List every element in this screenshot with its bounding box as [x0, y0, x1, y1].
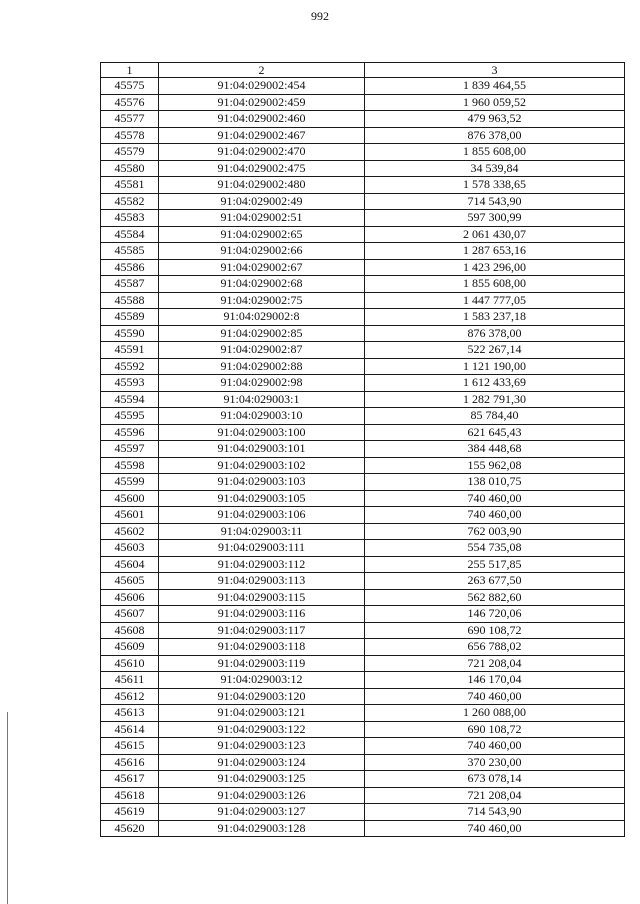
row-number-cell: 45604	[101, 556, 159, 573]
cadastral-number-cell: 91:04:029003:124	[159, 754, 365, 771]
cadastral-number-cell: 91:04:029003:1	[159, 391, 365, 408]
row-number-cell: 45581	[101, 177, 159, 194]
table-row	[101, 342, 625, 359]
cadastral-number-cell: 91:04:029003:11	[159, 523, 365, 540]
value-cell: 255 517,85	[365, 556, 625, 573]
table-row	[101, 111, 625, 128]
table-row	[101, 771, 625, 788]
row-number-cell: 45583	[101, 210, 159, 227]
value-cell: 1 612 433,69	[365, 375, 625, 392]
cadastral-number-cell: 91:04:029003:105	[159, 490, 365, 507]
cadastral-number-cell: 91:04:029003:118	[159, 639, 365, 656]
value-cell: 1 423 296,00	[365, 259, 625, 276]
cadastral-number-cell: 91:04:029003:127	[159, 804, 365, 821]
cadastral-number-cell: 91:04:029002:65	[159, 226, 365, 243]
cadastral-number-cell: 91:04:029003:123	[159, 738, 365, 755]
value-cell: 721 208,04	[365, 655, 625, 672]
cadastral-number-cell: 91:04:029003:119	[159, 655, 365, 672]
row-number-cell: 45617	[101, 771, 159, 788]
cadastral-number-cell: 91:04:029002:459	[159, 94, 365, 111]
register-table	[100, 62, 625, 837]
table-row	[101, 226, 625, 243]
cadastral-number-cell: 91:04:029002:475	[159, 160, 365, 177]
table-row	[101, 639, 625, 656]
table-row	[101, 358, 625, 375]
value-cell: 479 963,52	[365, 111, 625, 128]
table-row	[101, 408, 625, 425]
cadastral-number-cell: 91:04:029003:102	[159, 457, 365, 474]
value-cell: 1 260 088,00	[365, 705, 625, 722]
row-number-cell: 45596	[101, 424, 159, 441]
table-row	[101, 589, 625, 606]
row-number-cell: 45602	[101, 523, 159, 540]
cadastral-number-cell: 91:04:029003:116	[159, 606, 365, 623]
page-number: 992	[311, 9, 329, 23]
cadastral-number-cell: 91:04:029002:8	[159, 309, 365, 326]
value-cell: 1 447 777,05	[365, 292, 625, 309]
table-row	[101, 721, 625, 738]
table-row	[101, 540, 625, 557]
row-number-cell: 45593	[101, 375, 159, 392]
table-row	[101, 391, 625, 408]
row-number-cell: 45619	[101, 804, 159, 821]
value-cell: 673 078,14	[365, 771, 625, 788]
table-row	[101, 94, 625, 111]
cadastral-number-cell: 91:04:029003:122	[159, 721, 365, 738]
value-cell: 690 108,72	[365, 622, 625, 639]
table-row	[101, 490, 625, 507]
table-row	[101, 672, 625, 689]
row-number-cell: 45585	[101, 243, 159, 260]
cadastral-number-cell: 91:04:029003:125	[159, 771, 365, 788]
row-number-cell: 45607	[101, 606, 159, 623]
row-number-cell: 45612	[101, 688, 159, 705]
table-row	[101, 193, 625, 210]
table-row	[101, 127, 625, 144]
row-number-cell: 45599	[101, 474, 159, 491]
cadastral-number-cell: 91:04:029002:66	[159, 243, 365, 260]
table-row	[101, 325, 625, 342]
table-row	[101, 606, 625, 623]
value-cell: 263 677,50	[365, 573, 625, 590]
cadastral-number-cell: 91:04:029003:101	[159, 441, 365, 458]
table-row	[101, 276, 625, 293]
table-row	[101, 556, 625, 573]
row-number-cell: 45594	[101, 391, 159, 408]
table-row	[101, 688, 625, 705]
row-number-cell: 45580	[101, 160, 159, 177]
row-number-cell: 45590	[101, 325, 159, 342]
row-number-cell: 45577	[101, 111, 159, 128]
value-cell: 554 735,08	[365, 540, 625, 557]
value-cell: 1 855 608,00	[365, 276, 625, 293]
cadastral-number-cell: 91:04:029003:111	[159, 540, 365, 557]
row-number-cell: 45584	[101, 226, 159, 243]
value-cell: 740 460,00	[365, 820, 625, 837]
table-row	[101, 309, 625, 326]
value-cell: 714 543,90	[365, 804, 625, 821]
value-cell: 740 460,00	[365, 507, 625, 524]
cadastral-number-cell: 91:04:029002:98	[159, 375, 365, 392]
cadastral-number-cell: 91:04:029003:100	[159, 424, 365, 441]
table-row	[101, 457, 625, 474]
row-number-cell: 45591	[101, 342, 159, 359]
table-row	[101, 210, 625, 227]
value-cell: 721 208,04	[365, 787, 625, 804]
value-cell: 690 108,72	[365, 721, 625, 738]
value-cell: 384 448,68	[365, 441, 625, 458]
value-cell: 370 230,00	[365, 754, 625, 771]
table-row	[101, 259, 625, 276]
cadastral-number-cell: 91:04:029002:460	[159, 111, 365, 128]
value-cell: 597 300,99	[365, 210, 625, 227]
table-row	[101, 754, 625, 771]
row-number-cell: 45595	[101, 408, 159, 425]
table-row	[101, 820, 625, 837]
value-cell: 1 287 653,16	[365, 243, 625, 260]
cadastral-number-cell: 91:04:029002:470	[159, 144, 365, 161]
row-number-cell: 45605	[101, 573, 159, 590]
table-row	[101, 375, 625, 392]
row-number-cell: 45616	[101, 754, 159, 771]
column-header-2: 2	[159, 63, 365, 78]
cadastral-number-cell: 91:04:029003:120	[159, 688, 365, 705]
row-number-cell: 45575	[101, 78, 159, 95]
table-row	[101, 523, 625, 540]
cadastral-number-cell: 91:04:029002:88	[159, 358, 365, 375]
row-number-cell: 45582	[101, 193, 159, 210]
column-header-3: 3	[365, 63, 625, 78]
value-cell: 1 583 237,18	[365, 309, 625, 326]
cadastral-number-cell: 91:04:029002:49	[159, 193, 365, 210]
cadastral-number-cell: 91:04:029002:454	[159, 78, 365, 95]
value-cell: 740 460,00	[365, 688, 625, 705]
cadastral-number-cell: 91:04:029002:75	[159, 292, 365, 309]
row-number-cell: 45578	[101, 127, 159, 144]
row-number-cell: 45614	[101, 721, 159, 738]
row-number-cell: 45588	[101, 292, 159, 309]
value-cell: 876 378,00	[365, 127, 625, 144]
cadastral-number-cell: 91:04:029003:126	[159, 787, 365, 804]
row-number-cell: 45587	[101, 276, 159, 293]
cadastral-number-cell: 91:04:029002:68	[159, 276, 365, 293]
cadastral-number-cell: 91:04:029002:87	[159, 342, 365, 359]
cadastral-number-cell: 91:04:029002:51	[159, 210, 365, 227]
header-row	[101, 63, 625, 78]
cadastral-number-cell: 91:04:029003:115	[159, 589, 365, 606]
value-cell: 522 267,14	[365, 342, 625, 359]
cadastral-number-cell: 91:04:029003:112	[159, 556, 365, 573]
table-row	[101, 622, 625, 639]
cadastral-number-cell: 91:04:029003:121	[159, 705, 365, 722]
value-cell: 155 962,08	[365, 457, 625, 474]
row-number-cell: 45615	[101, 738, 159, 755]
row-number-cell: 45610	[101, 655, 159, 672]
cadastral-number-cell: 91:04:029002:85	[159, 325, 365, 342]
value-cell: 146 170,04	[365, 672, 625, 689]
table-body	[101, 78, 625, 837]
margin-rule	[7, 712, 8, 904]
table-row	[101, 474, 625, 491]
cadastral-number-cell: 91:04:029003:106	[159, 507, 365, 524]
table-row	[101, 705, 625, 722]
value-cell: 621 645,43	[365, 424, 625, 441]
column-header-1: 1	[101, 63, 159, 78]
row-number-cell: 45600	[101, 490, 159, 507]
row-number-cell: 45579	[101, 144, 159, 161]
row-number-cell: 45598	[101, 457, 159, 474]
value-cell: 1 960 059,52	[365, 94, 625, 111]
table-row	[101, 787, 625, 804]
cadastral-number-cell: 91:04:029003:117	[159, 622, 365, 639]
value-cell: 1 855 608,00	[365, 144, 625, 161]
cadastral-number-cell: 91:04:029003:113	[159, 573, 365, 590]
cadastral-number-cell: 91:04:029002:67	[159, 259, 365, 276]
value-cell: 740 460,00	[365, 490, 625, 507]
row-number-cell: 45611	[101, 672, 159, 689]
table-row	[101, 424, 625, 441]
cadastral-number-cell: 91:04:029002:467	[159, 127, 365, 144]
table-row	[101, 804, 625, 821]
cadastral-number-cell: 91:04:029003:128	[159, 820, 365, 837]
row-number-cell: 45589	[101, 309, 159, 326]
cadastral-number-cell: 91:04:029003:10	[159, 408, 365, 425]
row-number-cell: 45576	[101, 94, 159, 111]
row-number-cell: 45618	[101, 787, 159, 804]
table-row	[101, 507, 625, 524]
row-number-cell: 45613	[101, 705, 159, 722]
value-cell: 656 788,02	[365, 639, 625, 656]
table-row	[101, 78, 625, 95]
table-row	[101, 292, 625, 309]
row-number-cell: 45597	[101, 441, 159, 458]
value-cell: 1 282 791,30	[365, 391, 625, 408]
value-cell: 714 543,90	[365, 193, 625, 210]
value-cell: 876 378,00	[365, 325, 625, 342]
cadastral-number-cell: 91:04:029002:480	[159, 177, 365, 194]
row-number-cell: 45609	[101, 639, 159, 656]
value-cell: 562 882,60	[365, 589, 625, 606]
table-row	[101, 655, 625, 672]
table-header	[101, 63, 625, 78]
value-cell: 138 010,75	[365, 474, 625, 491]
table-row	[101, 144, 625, 161]
value-cell: 2 061 430,07	[365, 226, 625, 243]
value-cell: 146 720,06	[365, 606, 625, 623]
row-number-cell: 45606	[101, 589, 159, 606]
value-cell: 740 460,00	[365, 738, 625, 755]
value-cell: 762 003,90	[365, 523, 625, 540]
table-row	[101, 160, 625, 177]
row-number-cell: 45601	[101, 507, 159, 524]
cadastral-number-cell: 91:04:029003:103	[159, 474, 365, 491]
table-row	[101, 573, 625, 590]
value-cell: 85 784,40	[365, 408, 625, 425]
cadastral-number-cell: 91:04:029003:12	[159, 672, 365, 689]
table-row	[101, 243, 625, 260]
table-row	[101, 738, 625, 755]
row-number-cell: 45620	[101, 820, 159, 837]
row-number-cell: 45608	[101, 622, 159, 639]
value-cell: 34 539,84	[365, 160, 625, 177]
table-row	[101, 177, 625, 194]
value-cell: 1 121 190,00	[365, 358, 625, 375]
value-cell: 1 839 464,55	[365, 78, 625, 95]
table-row	[101, 441, 625, 458]
row-number-cell: 45586	[101, 259, 159, 276]
row-number-cell: 45603	[101, 540, 159, 557]
value-cell: 1 578 338,65	[365, 177, 625, 194]
row-number-cell: 45592	[101, 358, 159, 375]
